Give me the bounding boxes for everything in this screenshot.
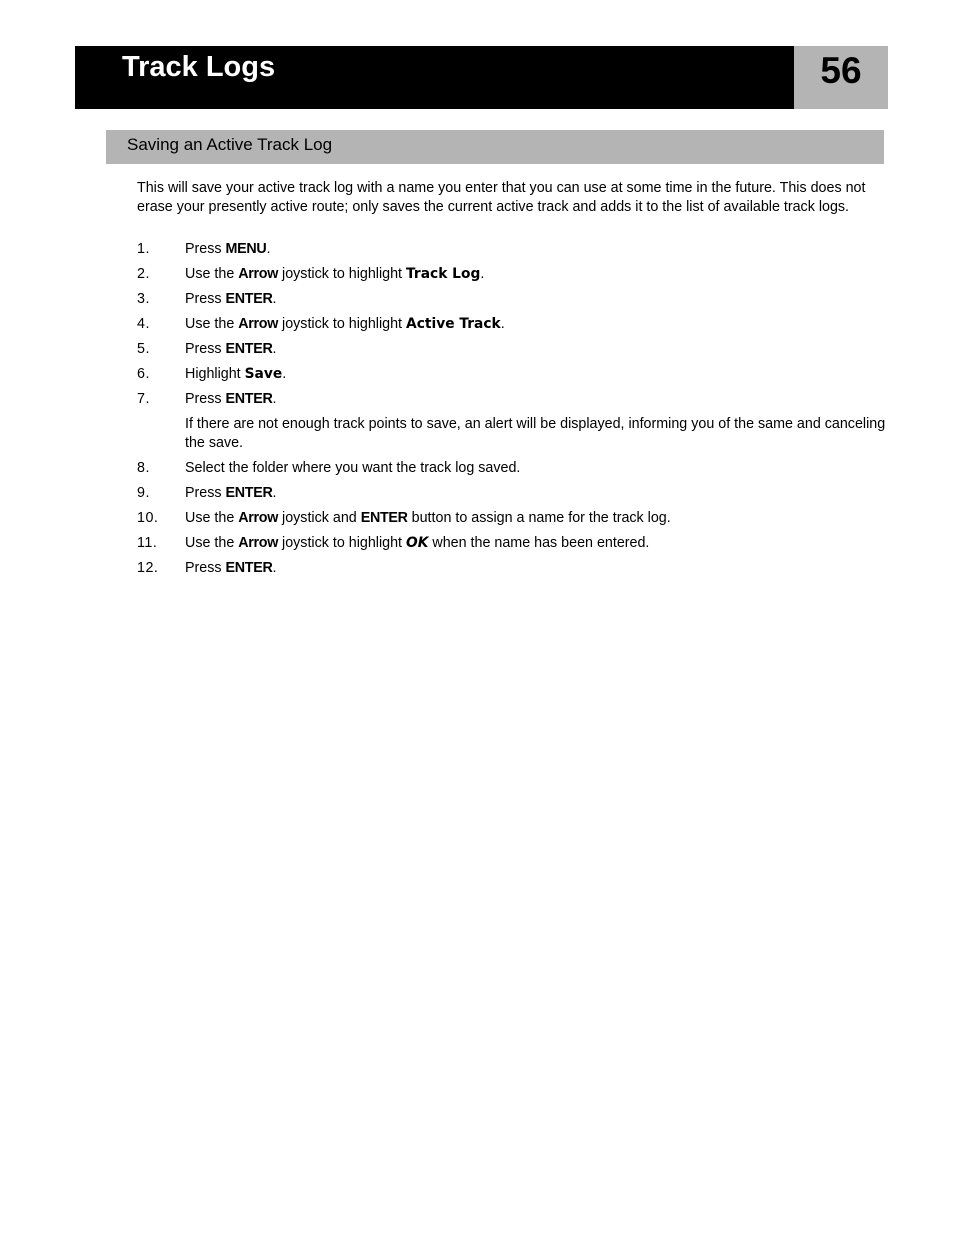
note-text: If there are not enough track points to save, an alert will be displayed, informing you of the same and canceling the save. bbox=[185, 416, 886, 451]
step-number: 1. bbox=[137, 241, 150, 257]
step-text: Select the folder where you want the track log saved. bbox=[185, 459, 521, 476]
step-number: 5. bbox=[137, 341, 150, 357]
step-item bbox=[137, 340, 887, 359]
page-number-box bbox=[794, 46, 888, 109]
page-number: 56 bbox=[820, 50, 862, 91]
step-number: 9. bbox=[137, 484, 150, 501]
step-text: joystick to highlight bbox=[278, 534, 407, 551]
key-name: Arrow bbox=[238, 316, 279, 332]
step-text: . bbox=[272, 341, 277, 357]
step-text: . bbox=[282, 366, 287, 382]
step-item bbox=[137, 559, 887, 578]
step-text: . bbox=[272, 391, 277, 407]
step-text: when the name has been entered. bbox=[428, 534, 650, 551]
step-text: . bbox=[266, 241, 271, 257]
step-text: . bbox=[500, 316, 505, 332]
step-text: button to assign a name for the track log. bbox=[407, 509, 671, 526]
key-name: ENTER bbox=[225, 341, 273, 357]
step-text: Use the bbox=[185, 266, 239, 282]
step-text: . bbox=[272, 559, 277, 576]
key-name: ENTER bbox=[225, 291, 273, 307]
step-text: Press bbox=[185, 559, 226, 576]
step-text: joystick to highlight bbox=[278, 266, 407, 282]
key-name: ENTER bbox=[360, 509, 408, 526]
step-item bbox=[137, 390, 887, 409]
step-item bbox=[137, 365, 887, 384]
step-number: 2. bbox=[137, 266, 150, 282]
step-text: . bbox=[272, 484, 277, 501]
step-text: Highlight bbox=[185, 366, 245, 382]
chapter-header-bar bbox=[75, 46, 794, 109]
menu-option: OK bbox=[406, 534, 429, 551]
step-text: Use the bbox=[185, 534, 239, 551]
intro-paragraph: This will save your active track log with a name you enter that you can use at some time in the future. This does not erase your presently active route; only saves the current active track and adds it to the list of available track logs. bbox=[137, 180, 866, 215]
step-text: . bbox=[272, 291, 277, 307]
step-item bbox=[137, 459, 887, 478]
step-text: Press bbox=[185, 291, 226, 307]
step-number: 8. bbox=[137, 459, 150, 476]
step-text: Press bbox=[185, 341, 226, 357]
key-name: Arrow bbox=[238, 534, 279, 551]
step-item bbox=[137, 484, 887, 503]
step-item bbox=[137, 315, 887, 334]
key-name: Arrow bbox=[238, 266, 279, 282]
step-text: joystick and bbox=[278, 509, 361, 526]
step-text: Use the bbox=[185, 316, 239, 332]
key-name: ENTER bbox=[225, 559, 273, 576]
step-text: Press bbox=[185, 241, 226, 257]
key-name: MENU bbox=[225, 241, 267, 257]
menu-option: Active Track bbox=[406, 316, 501, 332]
key-name: Arrow bbox=[238, 509, 279, 526]
menu-option: Save bbox=[244, 366, 283, 382]
step-number: 4. bbox=[137, 316, 150, 332]
key-name: ENTER bbox=[225, 484, 273, 501]
step-number: 6. bbox=[137, 366, 150, 382]
step-item bbox=[137, 265, 887, 284]
step-text: Use the bbox=[185, 509, 239, 526]
step-note bbox=[137, 415, 887, 452]
step-item bbox=[137, 240, 887, 259]
step-text: Press bbox=[185, 484, 226, 501]
step-number: 10. bbox=[137, 509, 159, 526]
step-list bbox=[137, 240, 887, 584]
section-heading-bar bbox=[106, 130, 884, 164]
chapter-title: Track Logs bbox=[122, 51, 276, 83]
step-text: joystick to highlight bbox=[278, 316, 407, 332]
step-number: 12. bbox=[137, 559, 159, 576]
step-item bbox=[137, 290, 887, 309]
step-item bbox=[137, 534, 887, 553]
menu-option: Track Log bbox=[406, 266, 481, 282]
step-item bbox=[137, 509, 887, 528]
section-title: Saving an Active Track Log bbox=[127, 135, 333, 154]
step-text: Press bbox=[185, 391, 226, 407]
step-number: 3. bbox=[137, 291, 150, 307]
step-number: 7. bbox=[137, 391, 150, 407]
step-text: . bbox=[480, 266, 485, 282]
step-number: 11. bbox=[137, 534, 158, 551]
key-name: ENTER bbox=[225, 391, 273, 407]
